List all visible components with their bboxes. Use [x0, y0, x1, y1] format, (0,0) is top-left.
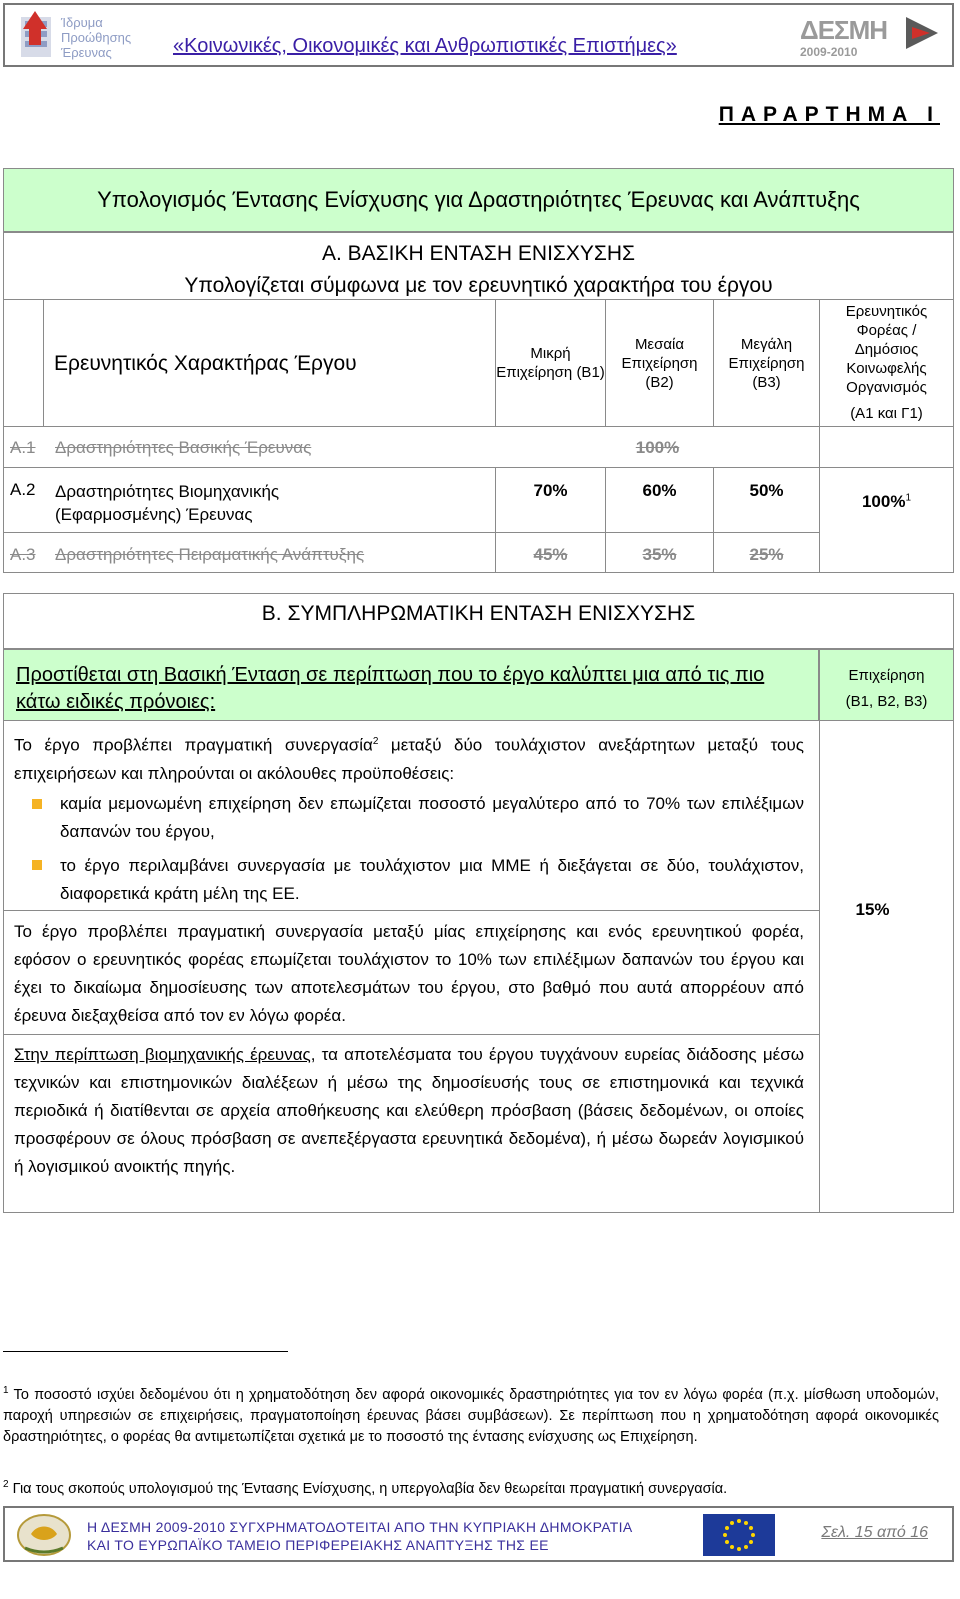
annex-heading: ΠΑΡΑΡΤΗΜΑ Ι: [718, 103, 940, 126]
row-a1-value: 100%: [635, 438, 680, 457]
desmi-arrow-icon: [904, 13, 944, 53]
section-b-intro: Προστίθεται στη Βασική Ένταση σε περίπτωση που το έργο καλύπτει μια από τις πιο κάτω ειδικές πρόνοιες:: [3, 649, 819, 721]
research-org-value: 100%$^1$: [861, 492, 912, 511]
row-a3-label: Δραστηριότητες Πειραματικής Ανάπτυξης: [55, 545, 365, 564]
row-a2-label: Δραστηριότητες Βιομηχανικής (Εφαρμοσμένης) Έρευνας: [55, 482, 280, 524]
page-number: Σελ. 15 από 16: [821, 1524, 928, 1541]
row-a3-b2: 35%: [642, 545, 677, 564]
section-a-heading: [3, 232, 954, 300]
row-a3-b3: 25%: [749, 545, 784, 564]
research-foundation-logo: Ίδρυμα Προώθησης Έρευνας: [17, 11, 167, 63]
eu-flag-icon: [703, 1514, 775, 1556]
table-main-title: Υπολογισμός Έντασης Ενίσχυσης για Δραστηριότητες Έρευνας και Ανάπτυξης: [3, 168, 954, 232]
col-small-business: Μικρή Επιχείρηση (Β1): [496, 345, 605, 381]
section-b-column-heading: Επιχείρηση (Β1, Β2, Β3): [819, 649, 954, 721]
row-a1-code: Α.1: [10, 438, 36, 457]
dissemination-provision: Στην περίπτωση βιομηχανικής έρευνας, τα αποτελέσματα του έργου τυγχάνουν ευρείας διάδοσης μέσω τεχνικών και επιστημονικών διαλέξεων ή μέσω της δημοσίευσής τους σε επιστημονικά και τεχνικά περιοδικά ή διατίθενται σε αρχεία αποθήκευσης και ελεύθερη πρόσβαση (βάσεις δεδομένων, οι οποίες προσφέρουν σε όλους πρόσβαση σε ανεπεξέργαστα ερευνητικά δεδομένα), ή μέσω δωρεάν λογισμικού ή λογισμικού ανοικτής πηγής.: [14, 1045, 804, 1176]
row-a2-b2: 60%: [642, 481, 677, 500]
footnote-divider: [3, 1351, 288, 1352]
page-footer: [3, 1506, 954, 1562]
footer-cofunding-line2: ΚΑΙ ΤΟ ΕΥΡΩΠΑΪΚΟ ΤΑΜΕΙΟ ΠΕΡΙΦΕΡΕΙΑΚΗΣ ΑΝΑΠΤΥΞΗΣ ΤΗΣ ΕΕ: [87, 1537, 549, 1553]
cyprus-emblem-icon: [13, 1512, 75, 1558]
footer-cofunding-line1: Η ΔΕΣΜΗ 2009-2010 ΣΥΓΧΡΗΜΑΤΟΔΟΤΕΙΤΑΙ ΑΠΟ ΤΗΝ ΚΥΠΡΙΑΚΗ ΔΗΜΟΚΡΑΤΙΑ: [87, 1519, 633, 1535]
footnote-1: $^1$ Το ποσοστό ισχύει δεδομένου ότι η χρηματοδότηση δεν αφορά οικονομικές δραστηριότητες για τον εν λόγω φορέα (π.χ. μίσθωση υποδομών, παροχή υπηρεσιών σε επιχειρήσεις, πραγματοποίηση έρευνας βάσει συμβάσεων). Σε περίπτωση που η χρηματοδότηση αφορά οικονομικές δραστηριότητες, ο φορέας θα αντιμετωπίζεται σχετικά με το ποσοστό της έντασης ενίσχυσης ως Επιχείρηση.: [3, 1385, 939, 1445]
bullet-icon: [32, 860, 42, 870]
row-a3-b1: 45%: [533, 545, 568, 564]
row-a2-b3: 50%: [749, 481, 784, 500]
row-a3-code: Α.3: [10, 545, 36, 564]
page-header: [3, 3, 954, 67]
col-large-business: Μεγάλη Επιχείρηση (Β3): [728, 335, 805, 391]
section-a-subtitle: Υπολογίζεται σύμφωνα με τον ερευνητικό χαρακτήρα του έργου: [184, 274, 773, 297]
bullet-item-2: το έργο περιλαμβάνει συνεργασία με τουλάχιστον μια ΜΜΕ ή διεξάγεται σε δύο, τουλάχιστον, διαφορετικά κράτη μέλη της ΕΕ.: [60, 856, 804, 903]
col-research-organisation: Ερευνητικός Φορέας / Δημόσιος Κοινωφελής Οργανισμός: [845, 302, 928, 396]
programme-title: «Κοινωνικές, Οικονομικές και Ανθρωπιστικές Επιστήμες»: [173, 35, 677, 57]
bullet-item-1: καμία μεμονωμένη επιχείρηση δεν επωμίζεται ποσοστό μεγαλύτερο από το 70% των επιλέξιμων δαπανών του έργου,: [60, 794, 804, 841]
supplementary-value: 15%: [855, 900, 890, 919]
row-a1-label: Δραστηριότητες Βασικής Έρευνας: [55, 438, 312, 457]
row-a2-b1: 70%: [533, 481, 568, 500]
cooperation-provision: Το έργο προβλέπει πραγματική συνεργασία$^2$ μεταξύ δύο τουλάχιστον ανεξάρτητων μεταξύ τους επιχειρήσεων και πληρούνται οι ακόλουθες προϋποθέσεις:: [14, 735, 804, 783]
research-body-provision: Το έργο προβλέπει πραγματική συνεργασία μεταξύ μίας επιχείρησης και ενός ερευνητικού φορέα, εφόσον ο ερευνητικός φορέας επωμίζεται τουλάχιστον το 10% των επιλέξιμων δαπανών του έργου και έχει το δικαίωμα δημοσίευσης των αποτελεσμάτων του έργου, στο βαθμό που αυτά απορρέουν από έρευνα διεξαχθείσα από τον εν λόγω φορέα.: [14, 922, 804, 1025]
col-research-codes: (Α1 και Γ1): [850, 405, 923, 422]
section-a-title: Α. ΒΑΣΙΚΗ ΕΝΤΑΣΗ ΕΝΙΣΧΥΣΗΣ: [321, 242, 636, 265]
col-medium-business: Μεσαία Επιχείρηση (Β2): [621, 335, 698, 391]
col-project-character: Ερευνητικός Χαρακτήρας Έργου: [54, 352, 357, 375]
bullet-icon: [32, 799, 42, 809]
row-a2-code: Α.2: [10, 480, 36, 499]
footnote-2: $^2$ Για τους σκοπούς υπολογισμού της Έντασης Ενίσχυσης, η υπεργολαβία δεν θεωρείται πραγματική συνεργασία.: [3, 1479, 728, 1497]
desmi-logo: ΔΕΣΜΗ 2009-2010: [796, 9, 946, 63]
section-b-heading: Β. ΣΥΜΠΛΗΡΩΜΑΤΙΚΗ ΕΝΤΑΣΗ ΕΝΙΣΧΥΣΗΣ: [3, 593, 954, 649]
